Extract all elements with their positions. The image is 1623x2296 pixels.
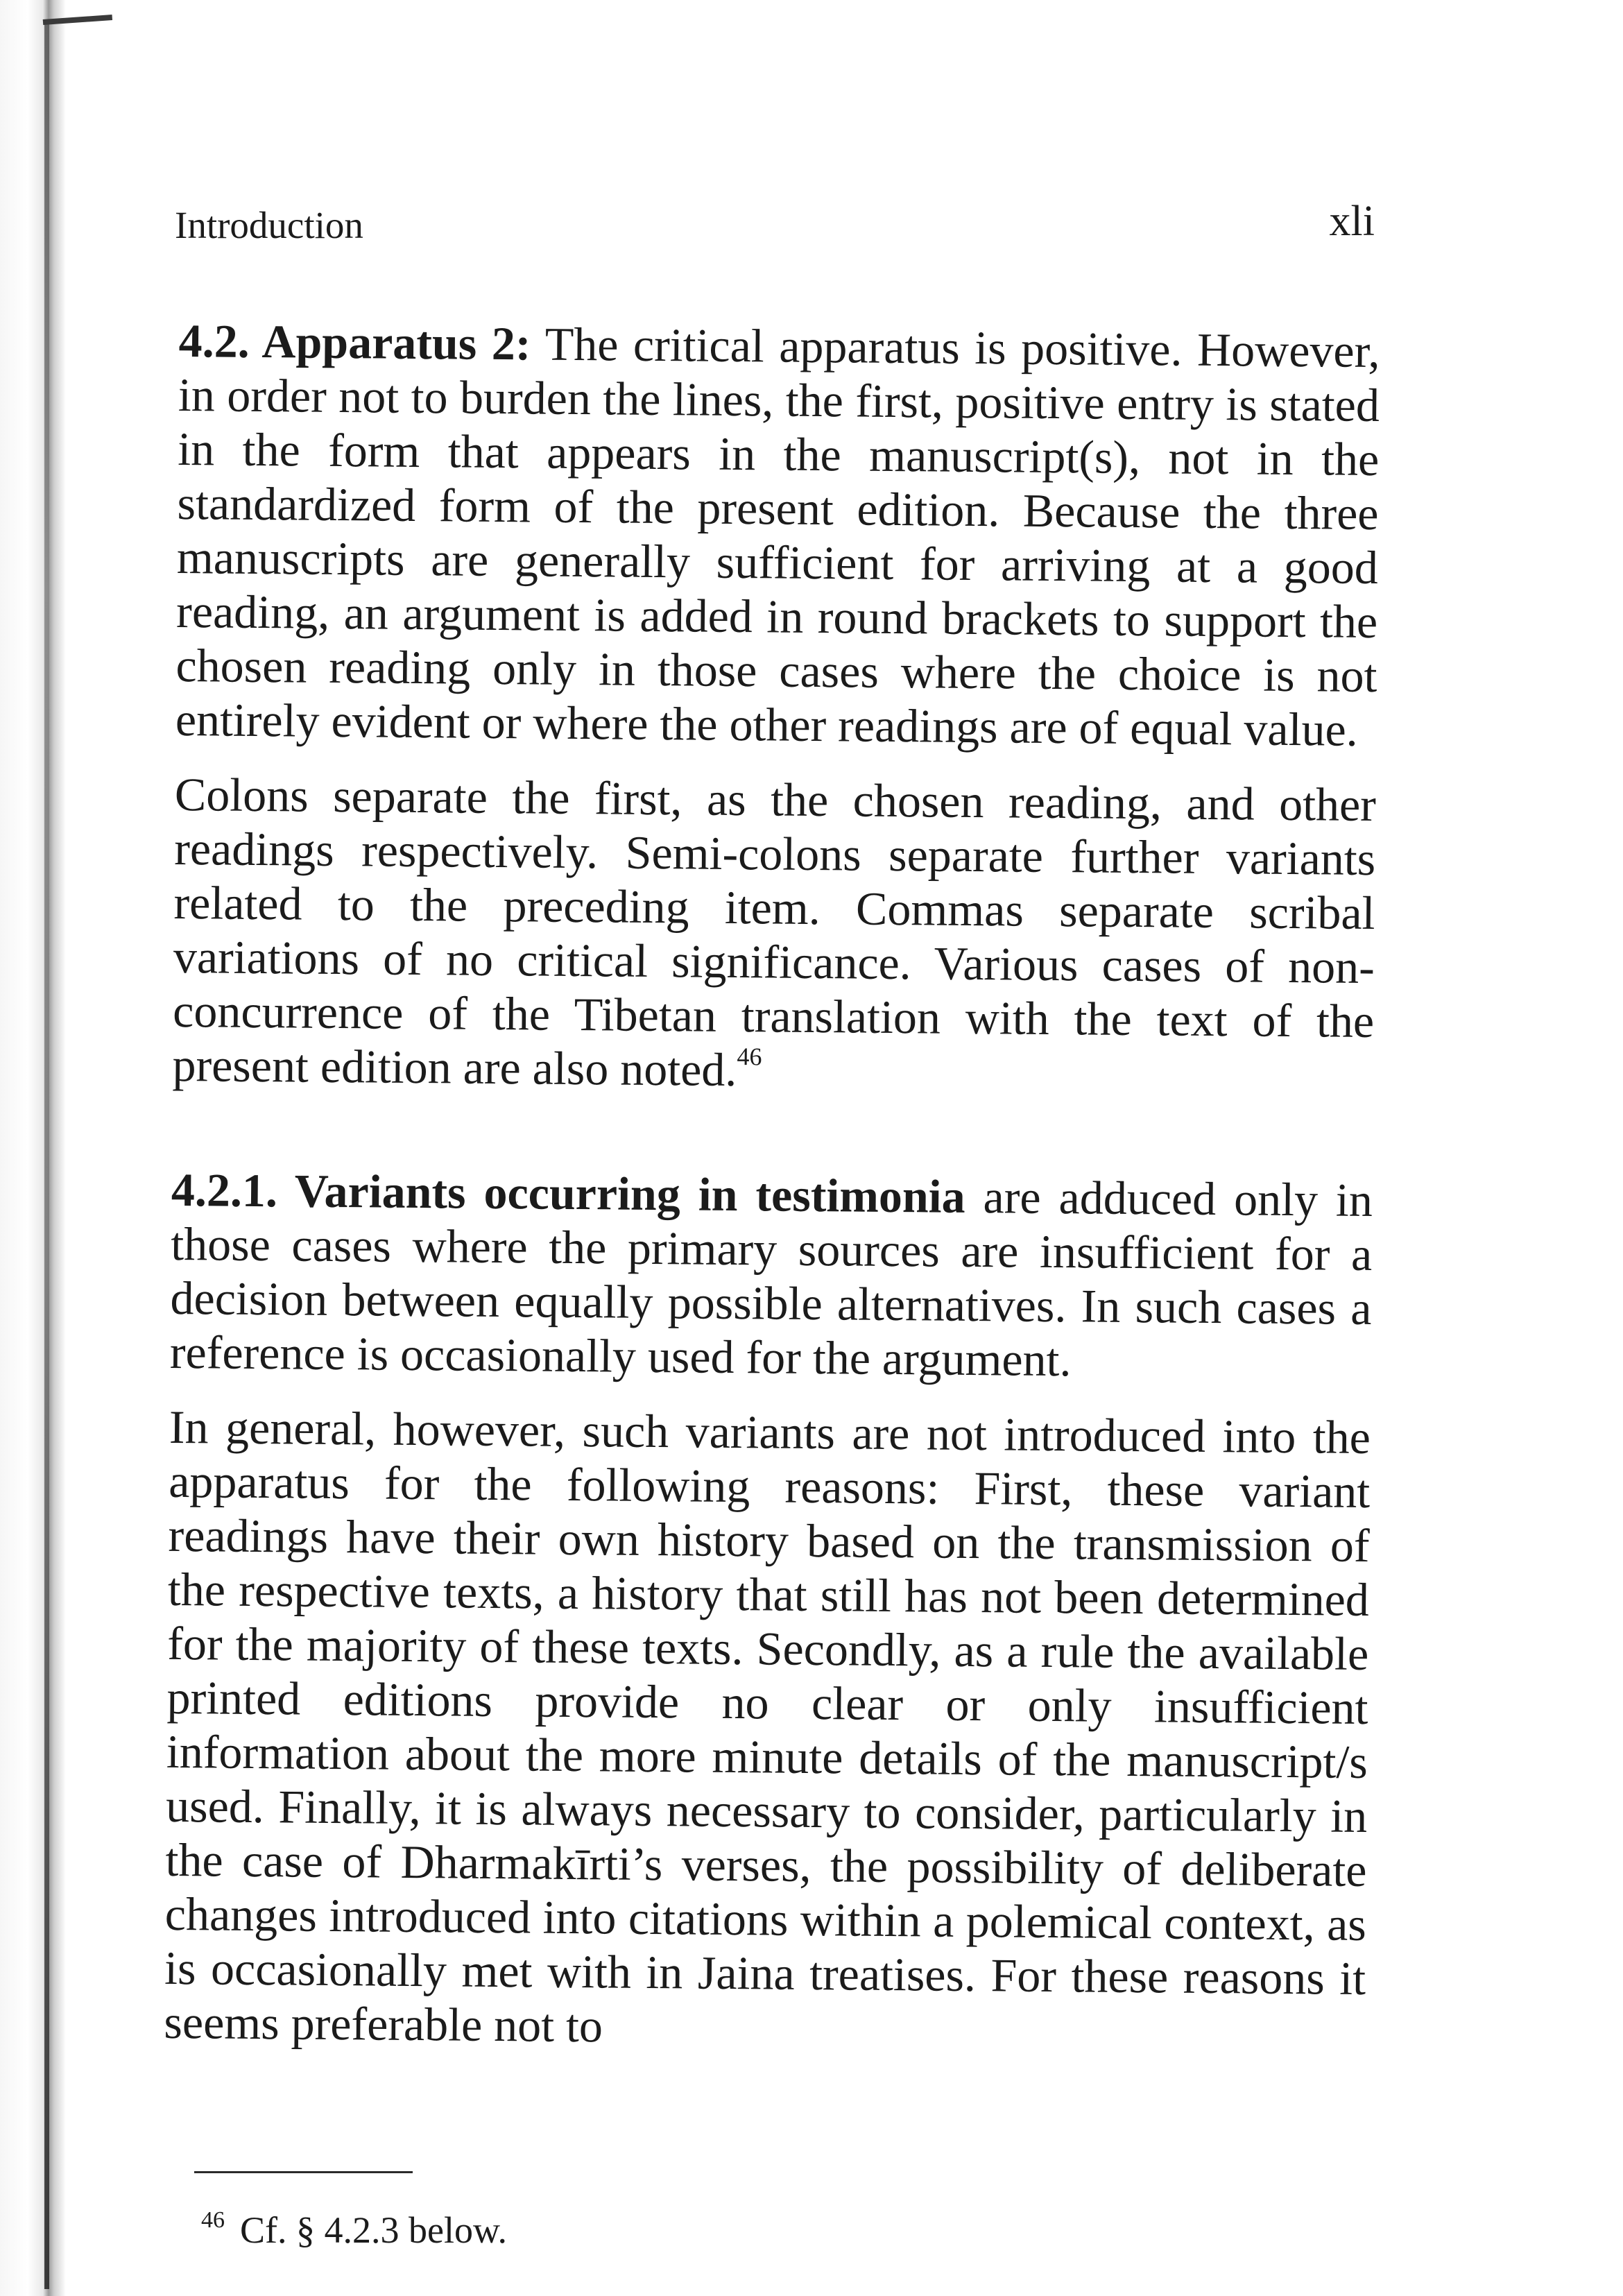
section-4-2-1-text-2: In general, however, such variants are not introduced into the apparatus for the following reasons: First, these variant readings have their own history based on the transmission of the respective texts, a history that still has not been determined for the majority of these texts. Secondly, as a rule the available printed editions provide no clear or only insufficient information about the more minute details of the manuscript/s used. Finally, it is always necessary to consider, particularly in the case of Dharmakīrti’s verses, the possibility of deliberate changes introduced into citations within a polemical context, as is occasionally met with in Jaina treatises. For these reasons it seems preferable not to — [164, 1400, 1371, 2053]
section-4-2-paragraph-2 — [172, 767, 1376, 1102]
section-4-2-paragraph-1 — [175, 314, 1380, 757]
running-title: Introduction — [175, 204, 363, 246]
section-4-2-1-text-1: are adduced only in those cases where the primary sources are insufficient for a decision between equally possible alternatives. In such cases a reference is occasionally used for the argument. — [169, 1170, 1373, 1387]
footnote-number: 46 — [201, 2207, 225, 2233]
running-head — [175, 198, 1375, 257]
section-4-2-text-1: The critical apparatus is positive. However, in order not to burden the lines, the first, positive entry is stated in the form that appears in the manuscript(s), not in the standardized form of the present edition. Because the three manuscripts are generally sufficient for arriving at a good reading, an argument is added in round brackets to support the chosen reading only in those cases where the choice is not entirely evident or where the other readings are of equal value. — [175, 317, 1380, 756]
footnote-reference[interactable]: 46 — [737, 1043, 762, 1071]
section-4-2-1-heading: 4.2.1. Variants occurring in testimonia — [171, 1163, 965, 1223]
section-4-2-1-paragraph-2 — [164, 1400, 1371, 2059]
scan-binding-line — [44, 21, 49, 2289]
page-number: xli — [1329, 198, 1375, 245]
footnote-text: Cf. § 4.2.3 below. — [240, 2209, 507, 2251]
section-4-2-text-2: Colons separate the first, as the chosen reading, and other readings respectively. Semi-colons separate further variants related to the preceding item. Commas separate scribal variations of no critical significance. Various cases of non-concurrence of the Tibetan translation with the text of the present edition are also noted. — [172, 767, 1377, 1097]
footnote — [201, 2206, 507, 2254]
scan-binding-shadow — [0, 0, 66, 2296]
footnote-separator — [194, 2171, 413, 2173]
body-text — [164, 314, 1380, 2059]
section-4-2-heading: 4.2. Apparatus 2: — [178, 314, 531, 370]
section-4-2-1-paragraph-1 — [170, 1163, 1373, 1389]
